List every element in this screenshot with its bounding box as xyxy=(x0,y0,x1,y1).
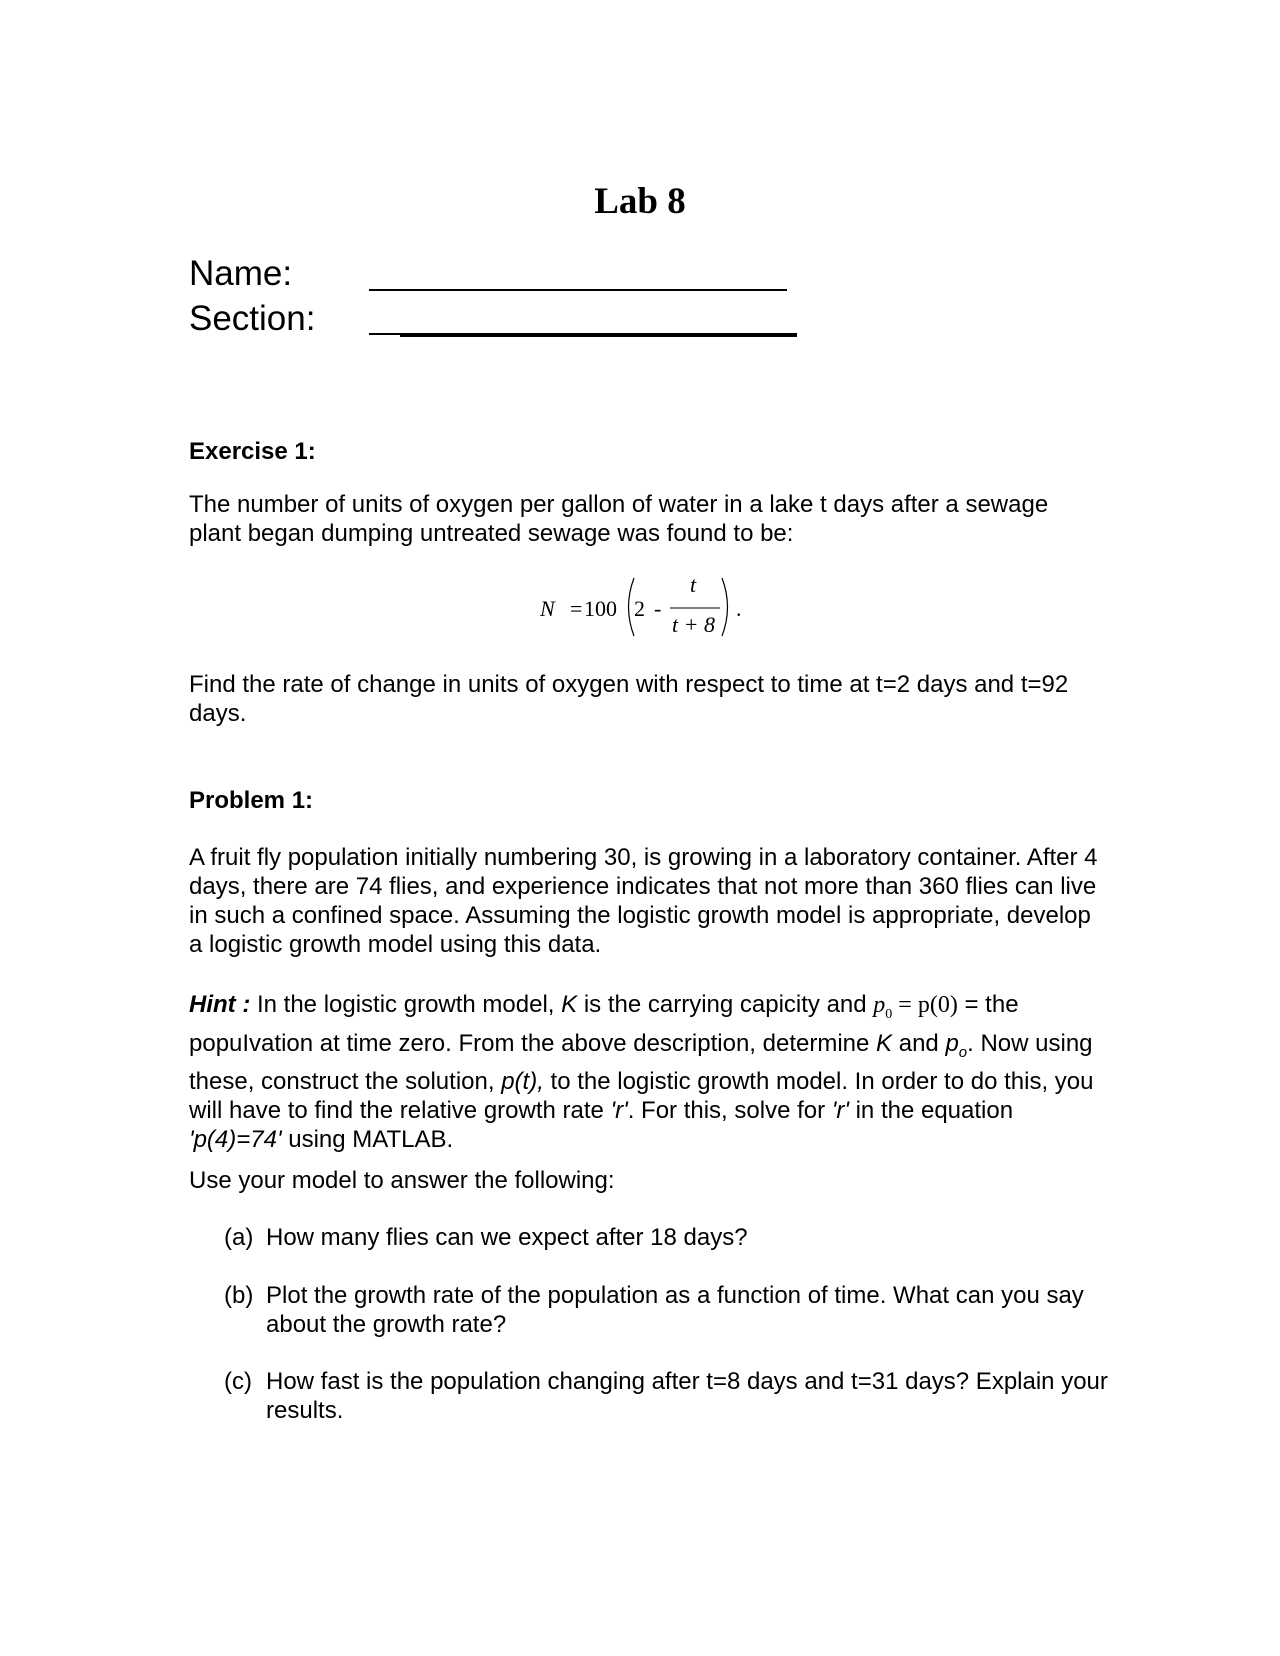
eq-two: 2 xyxy=(634,596,645,621)
hint-K-2: K xyxy=(876,1029,893,1057)
hint-text-2: is the carrying capicity and xyxy=(577,991,874,1018)
problem-1-hint xyxy=(189,990,1099,1154)
page-title: Lab 8 xyxy=(594,181,686,222)
hint-equation: 'p(4)=74' xyxy=(189,1125,282,1153)
hint-text-3: = the popuIvation at time zero. From the above description, determine xyxy=(189,991,1019,1057)
eq-denominator: t + 8 xyxy=(672,612,715,637)
hint-text-8: in the equation xyxy=(848,1096,1014,1124)
list-marker-c: (c) xyxy=(224,1368,252,1395)
hint-r-2: 'r' xyxy=(831,1096,849,1124)
eq-coef: 100 xyxy=(584,596,617,621)
eq-equals: = xyxy=(570,596,583,621)
problem-1-heading: Problem 1: xyxy=(189,787,314,814)
exercise-1-heading: Exercise 1: xyxy=(189,438,316,465)
hint-p0b-sub: o xyxy=(958,1043,968,1061)
list-text-b: Plot the growth rate of the population as a function of time. What can you say about the growth rate? xyxy=(266,1282,1084,1338)
eq-right-paren xyxy=(718,576,736,638)
section-label: Section: xyxy=(189,299,316,338)
name-label: Name: xyxy=(189,254,293,293)
hint-p0-rest: = p(0) xyxy=(892,992,958,1018)
oxygen-equation xyxy=(540,572,780,646)
hint-text-6: to the logistic growth model. In order to do this, you will have to find the relative growth rate xyxy=(189,1067,1094,1124)
section-blank-line-underscore xyxy=(400,335,797,337)
eq-lhs: N xyxy=(540,596,555,621)
exercise-1-question: Find the rate of change in units of oxygen with respect to time at t=2 days and t=92 days. xyxy=(189,671,1069,727)
eq-period: . xyxy=(736,596,742,621)
hint-K-1: K xyxy=(561,991,578,1018)
hint-p0-sub: 0 xyxy=(885,1006,893,1022)
problem-1-intro: A fruit fly population initially numbering 30, is growing in a laboratory container. After 4 days, there are 74 flies, and experience indicates that not more than 360 flies can live in such a confined space. Assuming the logistic growth model is appropriate, develop a logistic growth model using this data. xyxy=(189,844,1098,958)
list-text-a: How many flies can we expect after 18 days? xyxy=(266,1224,748,1251)
hint-text-5: . Now using these, construct the solution, xyxy=(189,1029,1093,1095)
hint-label: Hint : xyxy=(189,991,251,1018)
exercise-1-intro: The number of units of oxygen per gallon of water in a lake t days after a sewage plant began dumping untreated sewage was found to be: xyxy=(189,491,1049,547)
hint-p0-formula xyxy=(873,992,958,1022)
hint-text-7: . For this, solve for xyxy=(627,1096,832,1124)
hint-text-4: and xyxy=(892,1029,946,1057)
list-marker-a: (a) xyxy=(224,1224,254,1251)
name-blank-line xyxy=(369,289,787,291)
hint-text-9: using MATLAB. xyxy=(281,1125,454,1153)
hint-p0b: p xyxy=(945,1029,959,1057)
hint-text-1: In the logistic growth model, xyxy=(250,991,562,1018)
eq-numerator: t xyxy=(690,572,697,597)
eq-minus: - xyxy=(654,596,662,621)
hint-r-1: 'r' xyxy=(610,1096,628,1124)
hint-p0-p: p xyxy=(873,992,886,1018)
list-text-c: How fast is the population changing after t=8 days and t=31 days? Explain your results. xyxy=(266,1368,1108,1424)
use-model-text: Use your model to answer the following: xyxy=(189,1167,615,1194)
eq-fraction-bar xyxy=(670,607,720,609)
list-marker-b: (b) xyxy=(224,1282,254,1309)
hint-pt: p(t), xyxy=(501,1067,544,1095)
